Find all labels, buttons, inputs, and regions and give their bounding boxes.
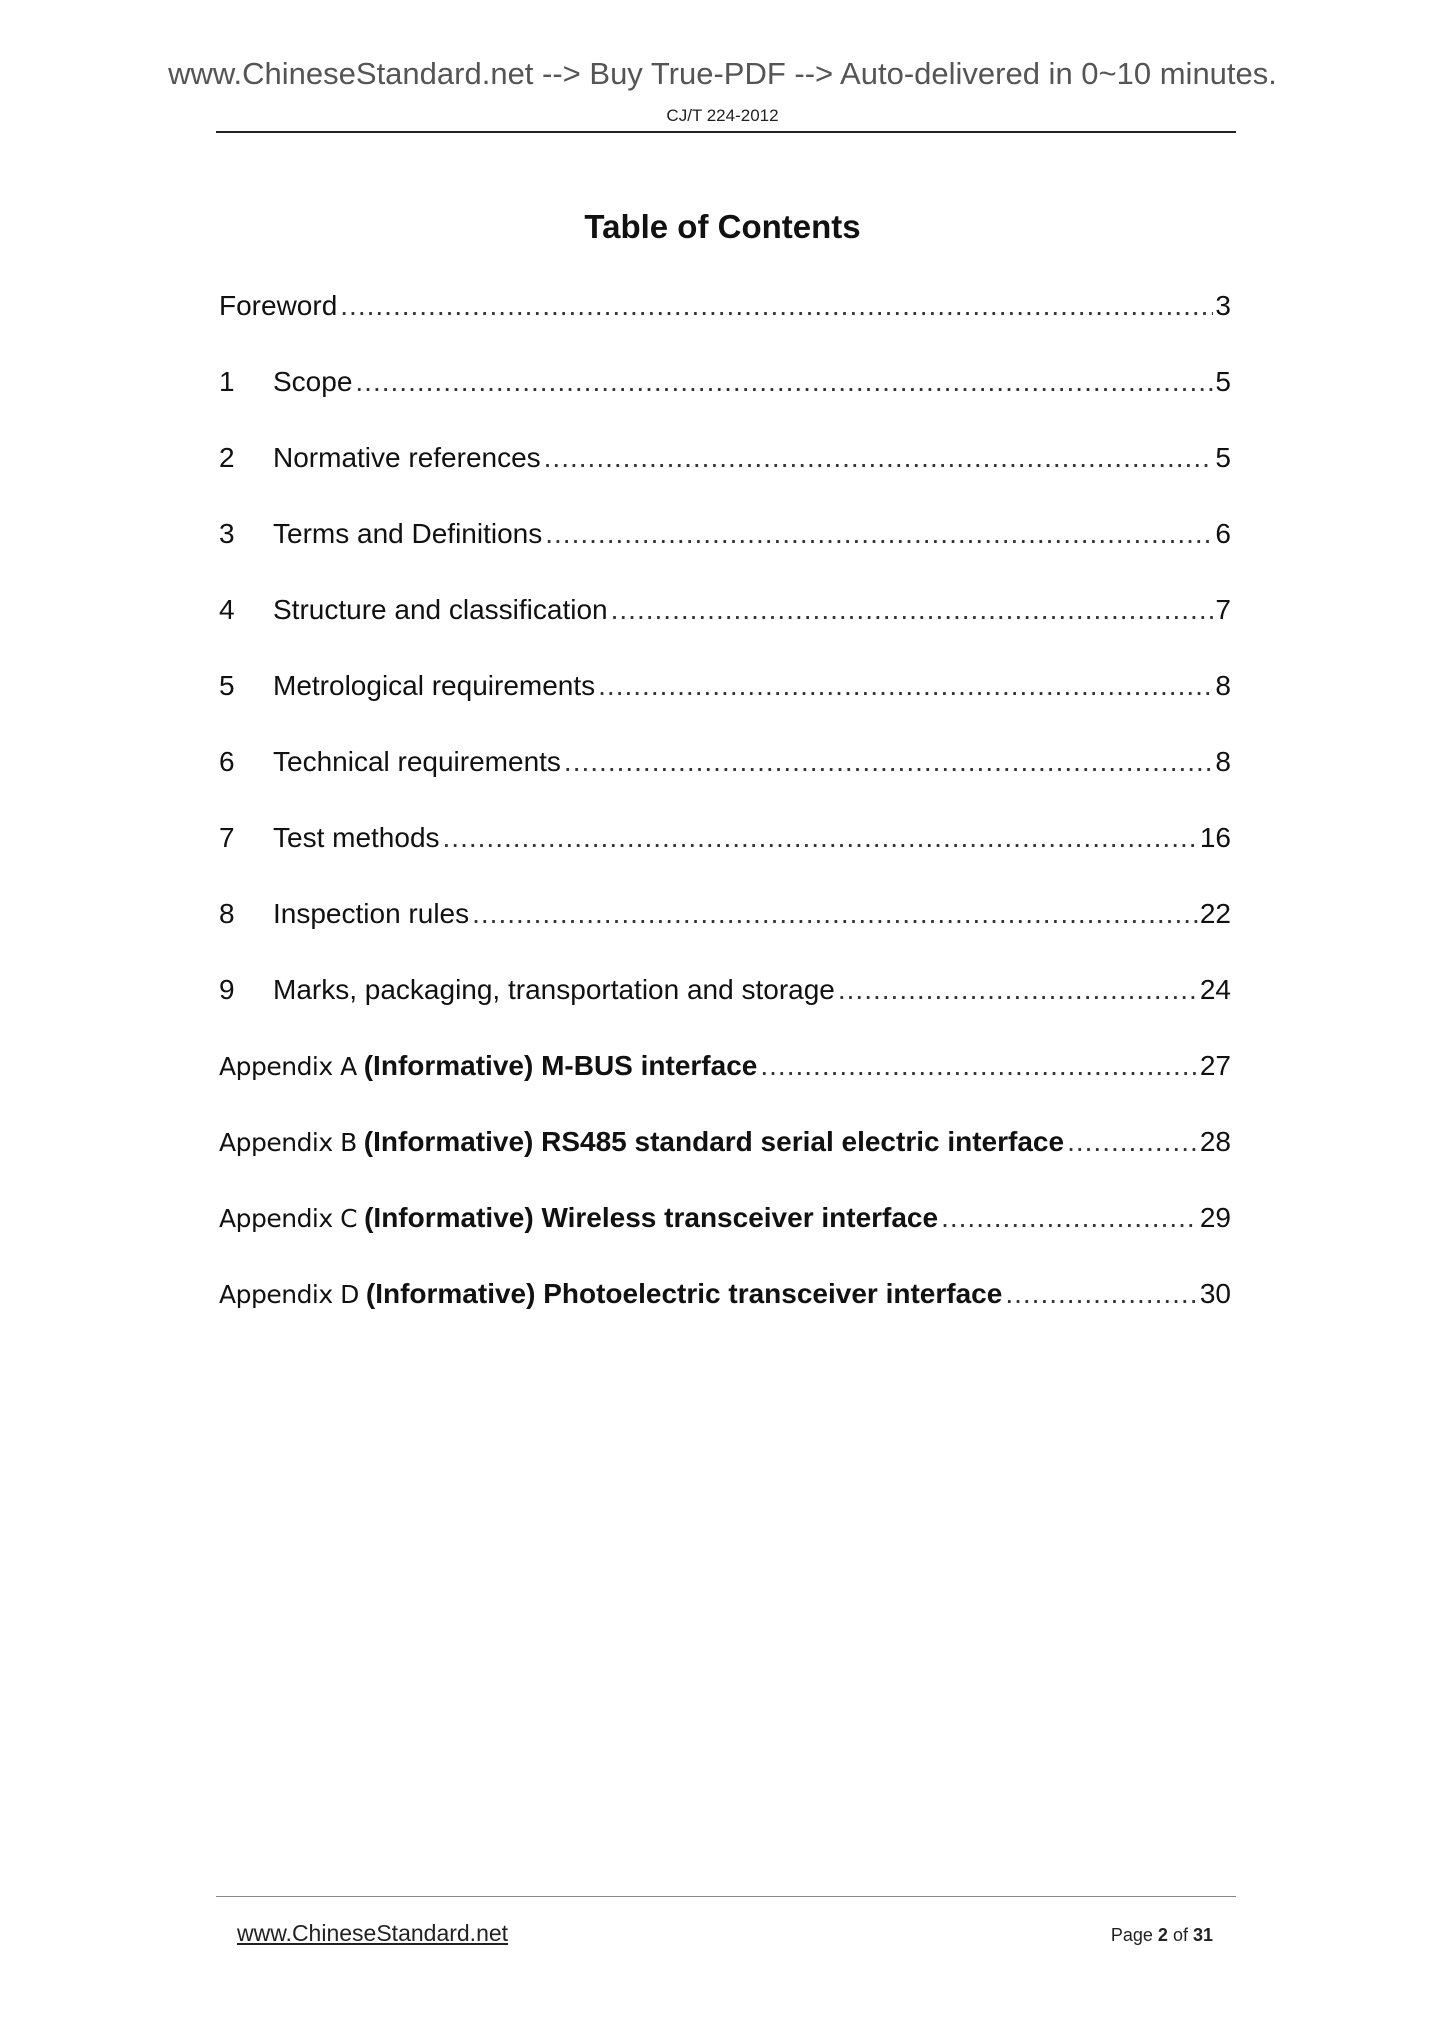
toc-entry-number: 7 <box>219 822 235 853</box>
toc-entry-appendix-d[interactable] <box>219 1278 1231 1354</box>
appendix-prefix: Appendix A <box>219 1052 357 1081</box>
toc-entry-page: 6 <box>1215 518 1231 549</box>
toc-entry-appendix-a[interactable] <box>219 1050 1231 1126</box>
toc-entry-page: 7 <box>1215 594 1231 625</box>
toc-entry-number: 8 <box>219 898 235 929</box>
toc-entry-page: 16 <box>1199 822 1231 853</box>
header-divider <box>216 131 1236 133</box>
toc-entry-scope[interactable] <box>219 366 1231 442</box>
dot-leader <box>544 442 1214 474</box>
toc-entry-page: 29 <box>1199 1202 1231 1233</box>
toc-entry-appendix-c[interactable] <box>219 1202 1231 1278</box>
toc-appendix-label <box>219 1050 757 1082</box>
toc-entry-page: 5 <box>1215 366 1231 397</box>
toc-entry-number: 6 <box>219 746 235 777</box>
toc-entry-page: 3 <box>1215 290 1231 321</box>
toc-entry-label: Terms and Definitions <box>273 518 543 549</box>
toc-entry-label: Structure and classification <box>273 594 608 625</box>
dot-leader <box>760 1050 1197 1082</box>
appendix-prefix: Appendix C <box>219 1204 358 1233</box>
footer-page-number <box>1111 1925 1213 1946</box>
toc-entry-page: 22 <box>1199 898 1231 929</box>
toc-entry-test-methods[interactable] <box>219 822 1231 898</box>
toc-entry-label: Inspection rules <box>273 898 470 929</box>
appendix-title: (Informative) Wireless transceiver interface <box>364 1202 939 1233</box>
toc-entry-page: 5 <box>1215 442 1231 473</box>
toc-entry-label: Metrological requirements <box>273 670 596 701</box>
appendix-title: (Informative) RS485 standard serial electric interface <box>363 1126 1065 1157</box>
appendix-prefix: Appendix B <box>219 1128 357 1157</box>
appendix-title: (Informative) Photoelectric transceiver interface <box>365 1278 1003 1309</box>
toc-appendix-label <box>219 1278 1002 1310</box>
toc-entry-number: 4 <box>219 594 235 625</box>
dot-leader <box>1005 1278 1198 1310</box>
toc-entry-normative-references[interactable] <box>219 442 1231 518</box>
dot-leader <box>1067 1126 1198 1158</box>
toc-entry-inspection-rules[interactable] <box>219 898 1231 974</box>
total-pages: 31 <box>1192 1925 1213 1945</box>
toc-entry-page: 8 <box>1215 746 1231 777</box>
toc-entry-label: Test methods <box>273 822 440 853</box>
table-of-contents <box>219 290 1231 1354</box>
dot-leader <box>838 974 1198 1006</box>
toc-appendix-label <box>219 1126 1064 1158</box>
page-word: Page <box>1110 1925 1153 1945</box>
page-of-word: of <box>1172 1925 1188 1945</box>
toc-entry-label: Scope <box>273 366 353 397</box>
toc-entry-label: Foreword <box>219 290 338 321</box>
toc-entry-page: 30 <box>1199 1278 1231 1309</box>
toc-entry-structure-and-classification[interactable] <box>219 594 1231 670</box>
toc-entry-label: Marks, packaging, transportation and storage <box>273 974 835 1005</box>
toc-entry-page: 28 <box>1199 1126 1231 1157</box>
toc-entry-appendix-b[interactable] <box>219 1126 1231 1202</box>
toc-entry-number: 9 <box>219 974 235 1005</box>
dot-leader <box>340 290 1213 322</box>
dot-leader <box>598 670 1213 702</box>
dot-leader <box>545 518 1213 550</box>
toc-entry-metrological-requirements[interactable] <box>219 670 1231 746</box>
current-page: 2 <box>1157 1925 1168 1945</box>
toc-entry-label: Technical requirements <box>273 746 561 777</box>
toc-appendix-label <box>219 1202 938 1234</box>
appendix-title: (Informative) M-BUS interface <box>363 1050 758 1081</box>
toc-entry-foreword[interactable] <box>219 290 1231 366</box>
toc-entry-page: 24 <box>1199 974 1231 1005</box>
footer-divider <box>216 1896 1236 1897</box>
dot-leader <box>355 366 1213 398</box>
document-code: CJ/T 224-2012 <box>666 106 779 125</box>
dot-leader <box>611 594 1214 626</box>
toc-entry-marks-packaging[interactable] <box>219 974 1231 1050</box>
toc-title: Table of Contents <box>584 208 861 245</box>
toc-entry-number: 1 <box>219 366 235 397</box>
dot-leader <box>472 898 1198 930</box>
top-banner: www.ChineseStandard.net --> Buy True-PDF --> Auto-delivered in 0~10 minutes. <box>168 56 1277 91</box>
toc-entry-page: 8 <box>1215 670 1231 701</box>
toc-entry-technical-requirements[interactable] <box>219 746 1231 822</box>
toc-entry-label: Normative references <box>273 442 541 473</box>
toc-entry-page: 27 <box>1199 1050 1231 1081</box>
footer-website-link[interactable]: www.ChineseStandard.net <box>237 1920 509 1946</box>
appendix-prefix: Appendix D <box>219 1280 359 1309</box>
dot-leader <box>443 822 1198 854</box>
toc-entry-number: 5 <box>219 670 235 701</box>
toc-entry-number: 2 <box>219 442 235 473</box>
dot-leader <box>941 1202 1198 1234</box>
toc-entry-terms-and-definitions[interactable] <box>219 518 1231 594</box>
dot-leader <box>564 746 1214 778</box>
toc-entry-number: 3 <box>219 518 235 549</box>
